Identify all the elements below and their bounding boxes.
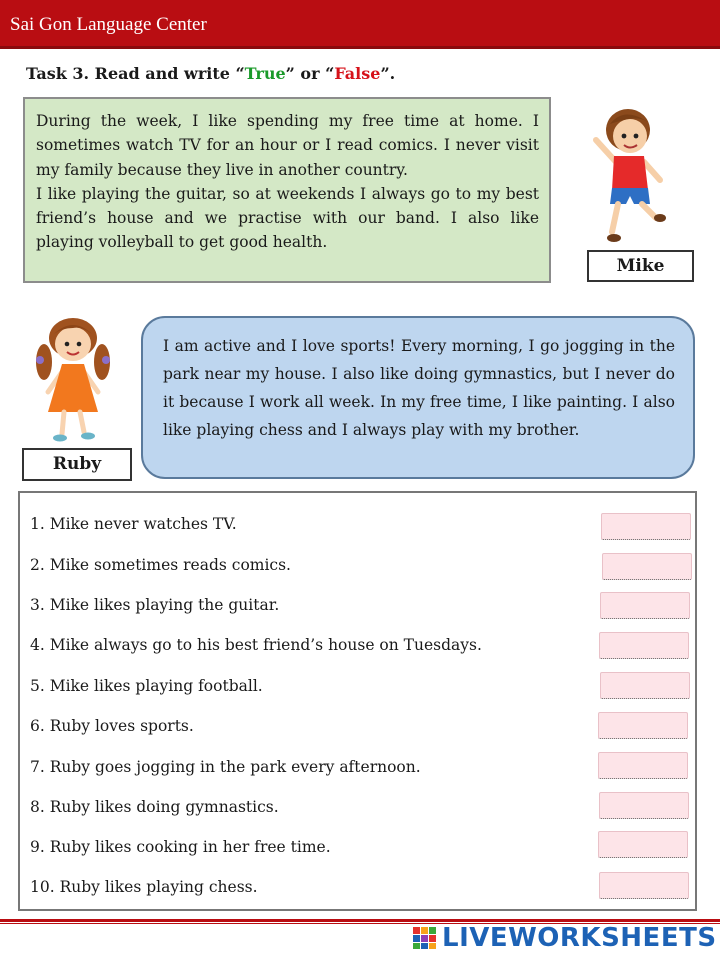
- question-text: 10. Ruby likes playing chess.: [30, 878, 258, 896]
- question-text: 8. Ruby likes doing gymnastics.: [30, 798, 279, 816]
- question-row-8: [20, 788, 695, 828]
- question-row-9: [20, 828, 695, 868]
- answer-input-8[interactable]: [599, 792, 689, 819]
- question-text: 9. Ruby likes cooking in her free time.: [30, 838, 331, 856]
- question-text: 2. Mike sometimes reads comics.: [30, 556, 291, 574]
- question-row-2: [20, 546, 695, 586]
- question-text: 5. Mike likes playing football.: [30, 677, 263, 695]
- questions-box: [18, 491, 697, 911]
- question-row-5: [20, 667, 695, 707]
- boy-illustration: [584, 100, 674, 250]
- header-title: Sai Gon Language Center: [10, 14, 207, 35]
- question-row-10: [20, 868, 695, 908]
- ruby-passage-text: I am active and I love sports! Every morning, I go jogging in the park near my house. I also like doing gymnastics, but I never do it because I work all week. In my free time, I like painting. I also like playing chess and I always play with my brother.: [163, 337, 675, 439]
- task-prefix: Task 3. Read and write “: [26, 64, 245, 83]
- answer-input-1[interactable]: [601, 513, 691, 540]
- liveworksheets-brand: LIVEWORKSHEETS: [442, 923, 717, 953]
- ruby-passage: [141, 316, 695, 479]
- question-text: 3. Mike likes playing the guitar.: [30, 596, 280, 614]
- task-true-word: True: [244, 64, 286, 83]
- answer-input-7[interactable]: [598, 752, 688, 779]
- answer-input-10[interactable]: [599, 872, 689, 899]
- mike-passage: [23, 97, 551, 283]
- mike-name-label: Mike: [587, 250, 694, 282]
- girl-illustration: [18, 312, 128, 447]
- question-text: 1. Mike never watches TV.: [30, 515, 237, 533]
- answer-input-3[interactable]: [600, 592, 690, 619]
- question-text: 4. Mike always go to his best friend’s house on Tuesdays.: [30, 636, 482, 654]
- answer-input-5[interactable]: [600, 672, 690, 699]
- task-middle: ” or “: [285, 64, 335, 83]
- question-row-7: [20, 748, 695, 788]
- question-row-3: [20, 586, 695, 626]
- answer-input-9[interactable]: [598, 831, 688, 858]
- question-row-6: [20, 707, 695, 747]
- question-row-4: [20, 626, 695, 666]
- question-text: 7. Ruby goes jogging in the park every afternoon.: [30, 758, 421, 776]
- question-text: 6. Ruby loves sports.: [30, 717, 194, 735]
- task-title: [26, 64, 395, 83]
- question-row-1: [20, 505, 695, 545]
- header-bar: [0, 0, 720, 49]
- answer-input-6[interactable]: [598, 712, 688, 739]
- mike-passage-paragraph-1: During the week, I like spending my free time at home. I sometimes watch TV for an hour or I read comics. I never visit my family because they live in another country.: [36, 112, 539, 179]
- answer-input-4[interactable]: [599, 632, 689, 659]
- mike-passage-paragraph-2: I like playing the guitar, so at weekends I always go to my best friend’s house and we practise with our band. I also like playing volleyball to get good health.: [36, 184, 539, 252]
- task-false-word: False: [334, 64, 381, 83]
- ruby-name-label: Ruby: [22, 448, 132, 481]
- answer-input-2[interactable]: [602, 553, 692, 580]
- liveworksheets-logo-icon: [413, 927, 437, 949]
- footer-divider: [0, 919, 720, 922]
- task-suffix: ”.: [380, 64, 396, 83]
